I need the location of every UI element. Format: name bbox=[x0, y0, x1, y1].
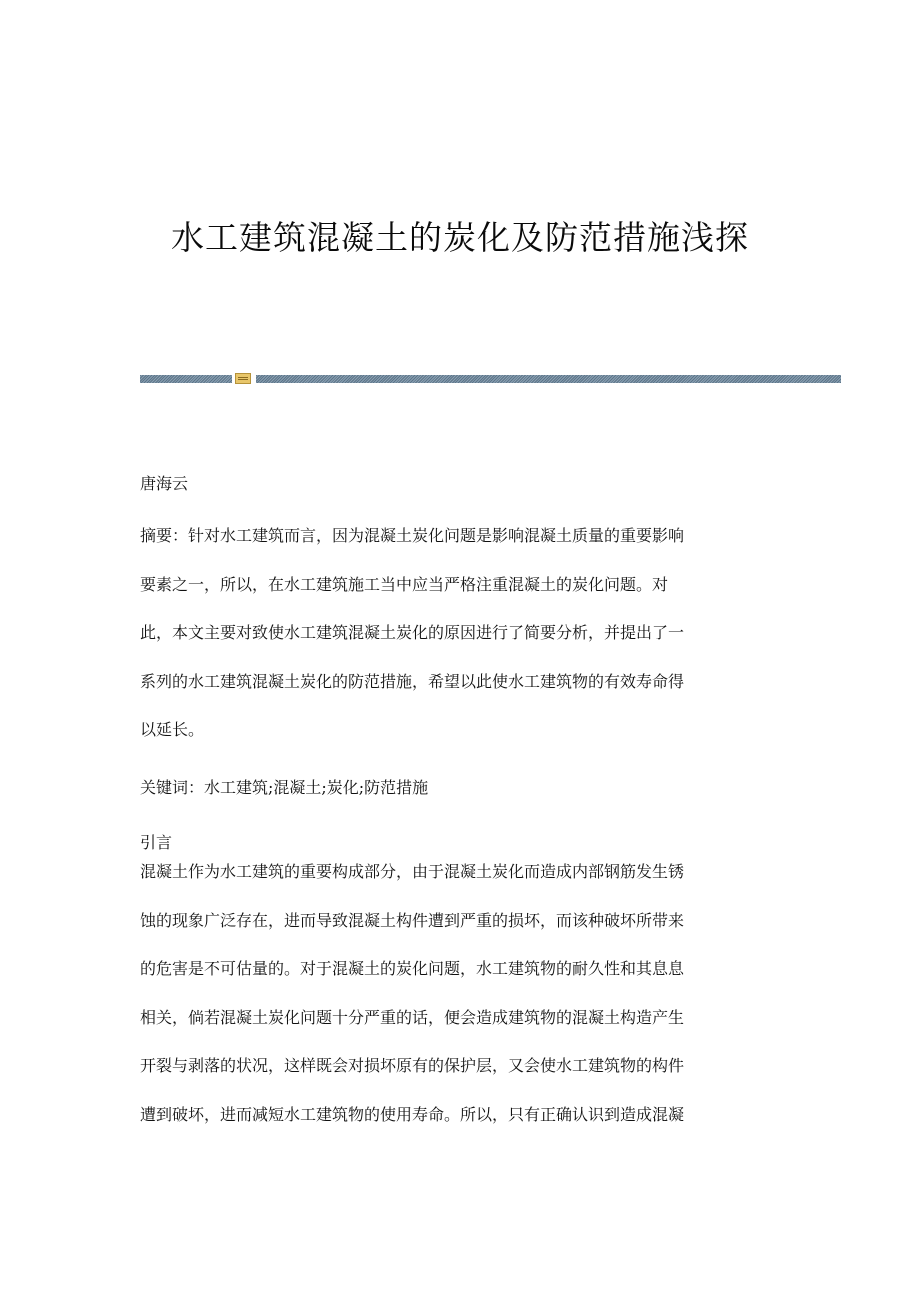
body-line: 开裂与剥落的状况，这样既会对损坏原有的保护层，又会使水工建筑物的构件 bbox=[140, 1056, 685, 1075]
section-heading-intro: 引言 bbox=[140, 833, 173, 852]
abstract-line: 要素之一，所以，在水工建筑施工当中应当严格注重混凝土的炭化问题。对 bbox=[140, 574, 669, 594]
keywords: 关键词：水工建筑;混凝土;炭化;防范措施 bbox=[140, 778, 429, 797]
body-line: 相关，倘若混凝土炭化问题十分严重的话，便会造成建筑物的混凝土构造产生 bbox=[140, 1007, 685, 1027]
abstract-line: 以延长。 bbox=[140, 720, 205, 739]
abstract-line: 摘要：针对水工建筑而言，因为混凝土炭化问题是影响混凝土质量的重要影响 bbox=[140, 526, 685, 545]
body-line: 混凝土作为水工建筑的重要构成部分，由于混凝土炭化而造成内部钢筋发生锈 bbox=[140, 862, 685, 881]
divider-ornament-icon bbox=[235, 373, 251, 384]
author-name: 唐海云 bbox=[140, 474, 189, 493]
page-title: 水工建筑混凝土的炭化及防范措施浅探 bbox=[171, 218, 749, 257]
title-divider-right bbox=[256, 375, 841, 383]
intro-body bbox=[140, 860, 780, 1151]
abstract-line: 系列的水工建筑混凝土炭化的防范措施，希望以此使水工建筑物的有效寿命得 bbox=[140, 671, 685, 691]
abstract-line: 此，本文主要对致使水工建筑混凝土炭化的原因进行了简要分析，并提出了一 bbox=[140, 623, 685, 642]
body-line: 遭到破坏，进而减短水工建筑物的使用寿命。所以，只有正确认识到造成混凝 bbox=[140, 1104, 685, 1124]
body-line: 蚀的现象广泛存在，进而导致混凝土构件遭到严重的损坏，而该种破坏所带来 bbox=[140, 910, 685, 930]
abstract bbox=[140, 524, 780, 767]
title-divider-left bbox=[140, 375, 232, 383]
body-line: 的危害是不可估量的。对于混凝土的炭化问题，水工建筑物的耐久性和其息息 bbox=[140, 959, 685, 978]
